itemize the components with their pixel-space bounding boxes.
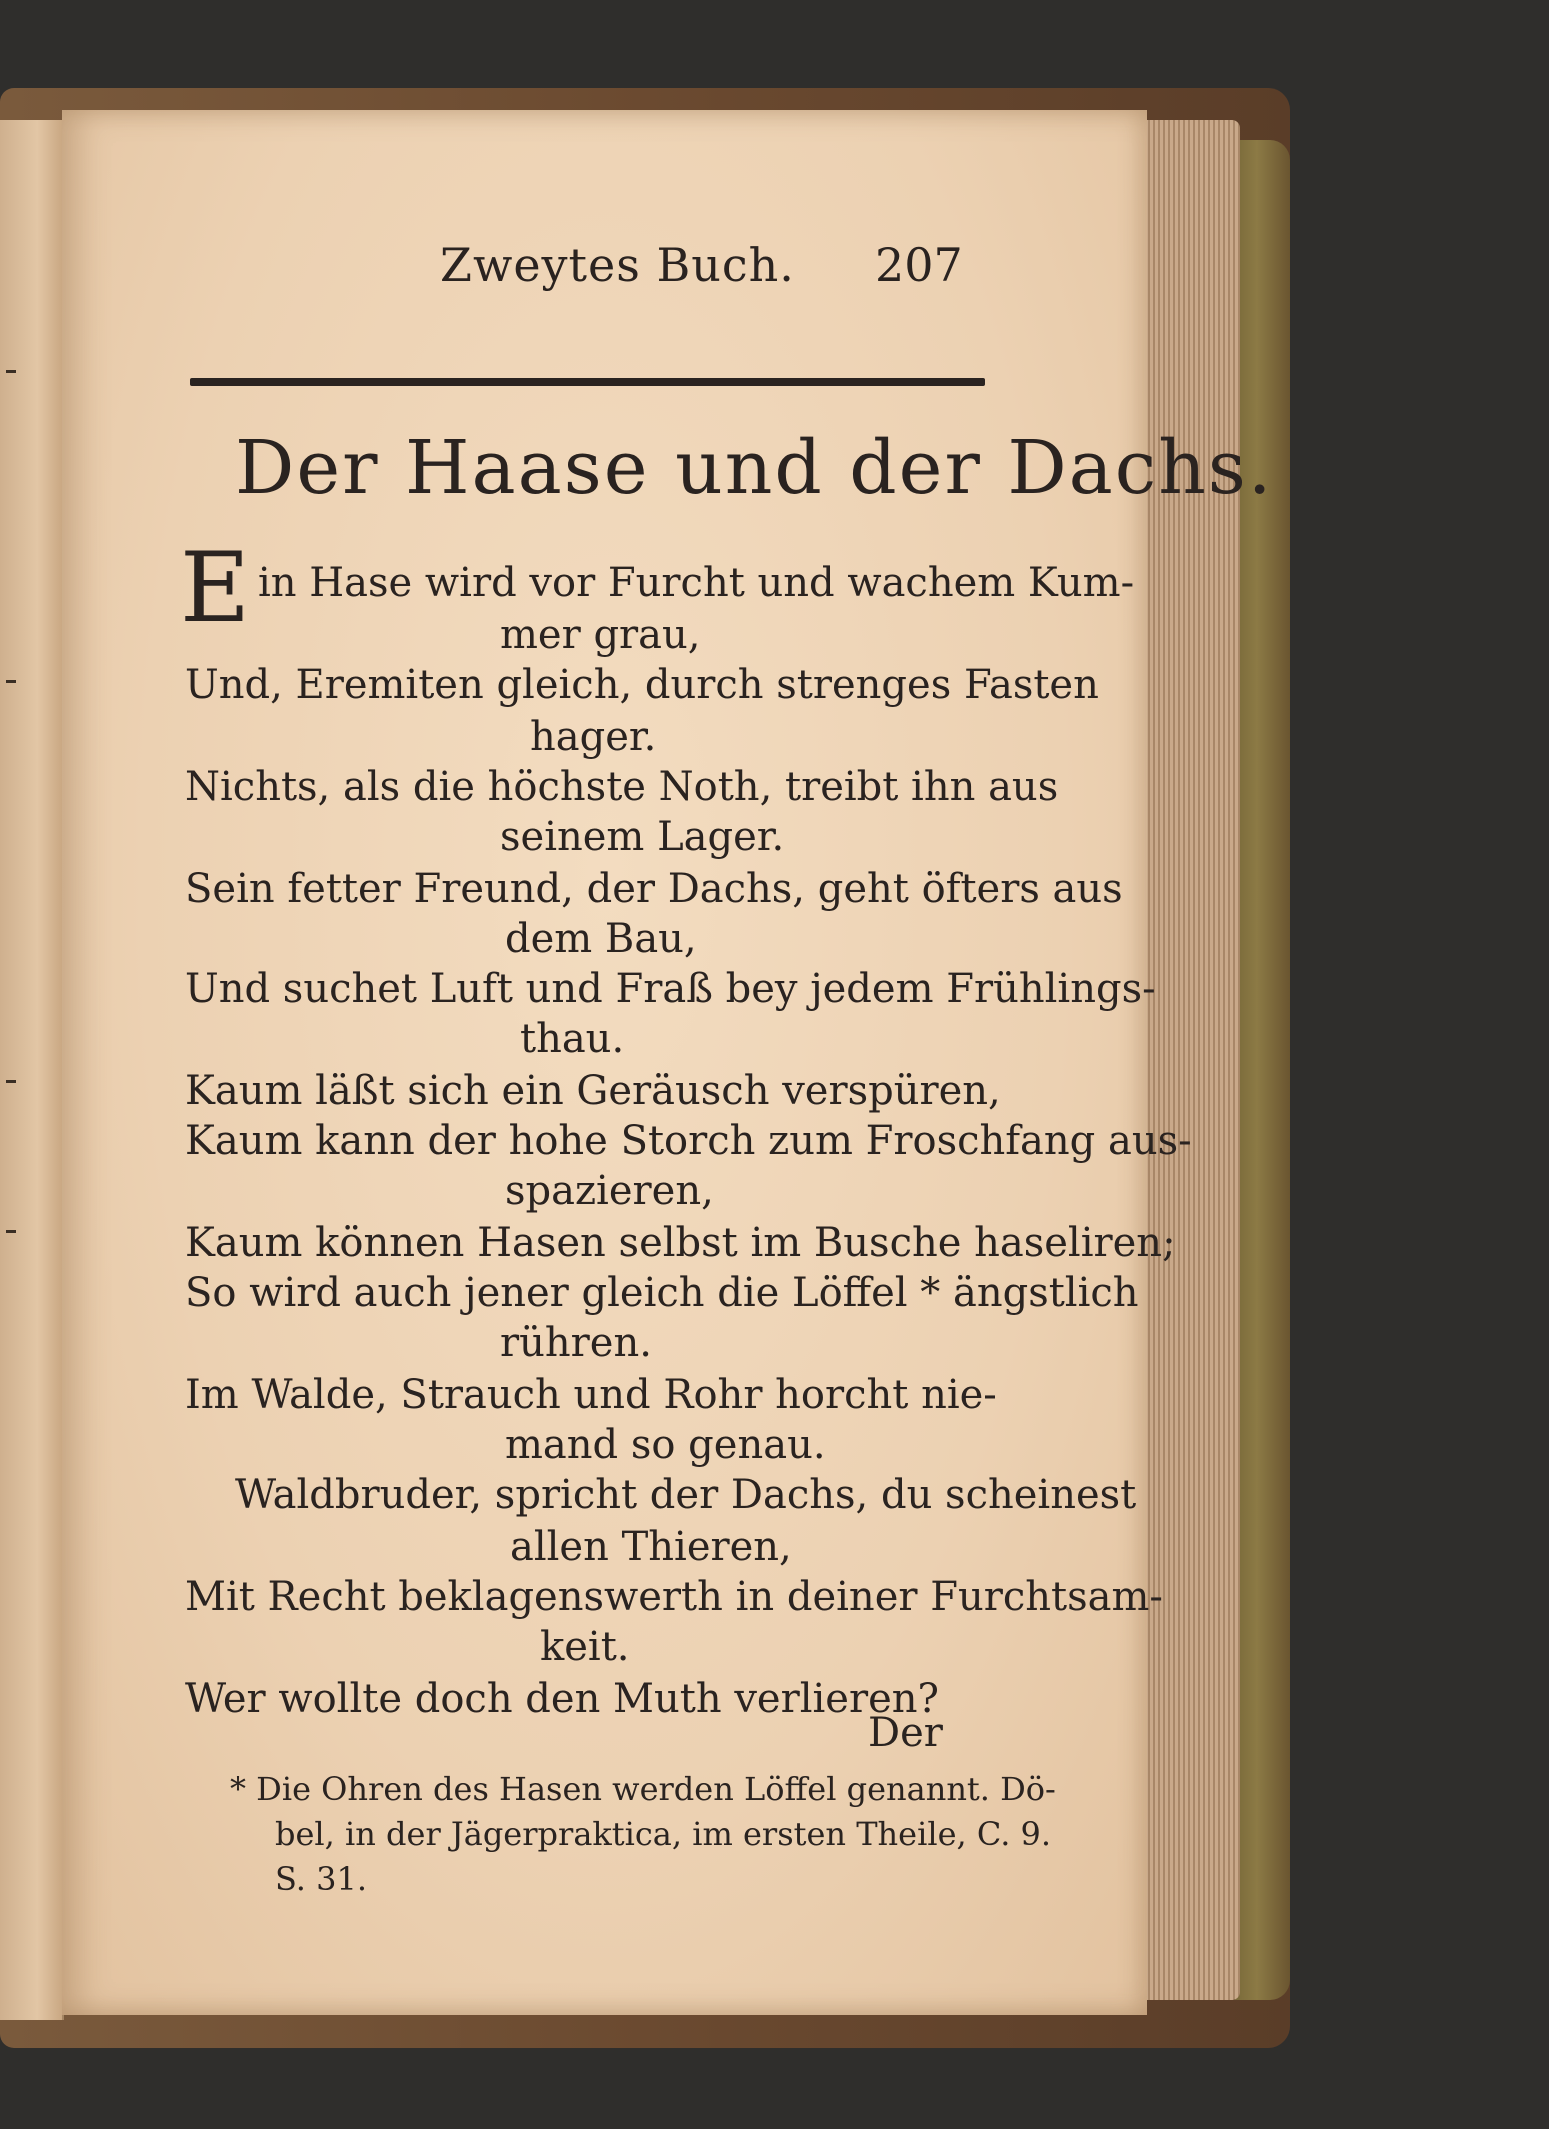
drop-cap: E (180, 532, 251, 644)
poem-line: spazieren, (505, 1168, 714, 1214)
poem-line: rühren. (500, 1320, 652, 1366)
poem-line: Nichts, als die höchste Noth, treibt ihn aus (185, 764, 1059, 810)
catchword: Der (868, 1710, 943, 1756)
header-rule (190, 378, 985, 386)
poem-line: Kaum kann der hohe Storch zum Froschfang aus- (185, 1118, 1192, 1164)
left-page-mark (6, 370, 16, 373)
poem-line: Und suchet Luft und Fraß bey jedem Frühlings- (185, 966, 1156, 1012)
poem-line: Waldbruder, spricht der Dachs, du scheinest (235, 1472, 1137, 1518)
poem-line: So wird auch jener gleich die Löffel * ängstlich (185, 1270, 1139, 1316)
footnote-line: * Die Ohren des Hasen werden Löffel genannt. Dö- (230, 1770, 1056, 1808)
footnote-line: bel, in der Jägerpraktica, im ersten Theile, C. 9. (275, 1815, 1052, 1853)
poem-line: Kaum läßt sich ein Geräusch verspüren, (185, 1068, 1001, 1114)
running-head: Zweytes Buch. (440, 238, 795, 292)
left-page-mark (6, 1230, 16, 1233)
poem-line: keit. (540, 1624, 630, 1670)
poem-line: Kaum können Hasen selbst im Busche haseliren; (185, 1220, 1176, 1266)
cover-edge (1235, 140, 1290, 2000)
poem-line: in Hase wird vor Furcht und wachem Kum- (258, 560, 1135, 606)
poem-line: thau. (520, 1016, 625, 1062)
poem-line: Sein fetter Freund, der Dachs, geht öfters aus (185, 866, 1123, 912)
poem-line: hager. (530, 714, 657, 760)
poem-line: mer grau, (500, 612, 701, 658)
page-number: 207 (875, 238, 963, 292)
poem-line: Und, Eremiten gleich, durch strenges Fasten (185, 662, 1099, 708)
poem-line: Mit Recht beklagenswerth in deiner Furchtsam- (185, 1574, 1163, 1620)
poem-line: allen Thieren, (510, 1524, 792, 1570)
left-page-edge (0, 120, 64, 2020)
left-page-mark (6, 1080, 16, 1083)
footnote-line: S. 31. (275, 1860, 368, 1898)
left-page-mark (6, 680, 16, 683)
poem-title: Der Haase und der Dachs. (235, 425, 1274, 511)
poem-line: mand so genau. (505, 1422, 826, 1468)
poem-line: dem Bau, (505, 916, 697, 962)
poem-line: Wer wollte doch den Muth verlieren? (185, 1676, 939, 1722)
poem-line: seinem Lager. (500, 814, 785, 860)
poem-line: Im Walde, Strauch und Rohr horcht nie- (185, 1372, 997, 1418)
book-page (62, 110, 1147, 2015)
